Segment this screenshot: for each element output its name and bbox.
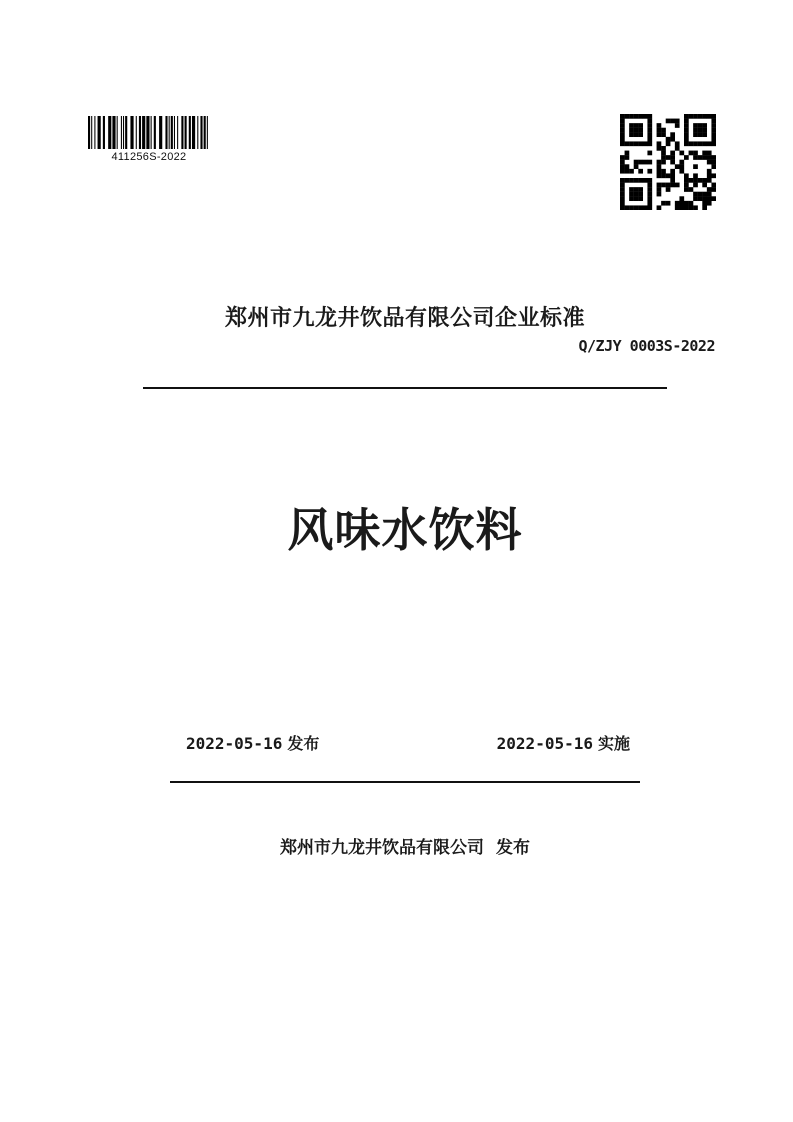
issuer-line xyxy=(143,833,667,858)
publish-date: 2022-05-16 xyxy=(186,734,283,753)
standard-number: Q/ZJY 0003S-2022 xyxy=(578,337,715,355)
company-standard-title: 郑州市九龙井饮品有限公司企业标准 xyxy=(224,305,585,330)
barcode-block xyxy=(88,116,210,163)
implement-label: 实施 xyxy=(597,736,630,753)
issuer-action-label: 发布 xyxy=(496,838,530,857)
barcode-text: 411256S-2022 xyxy=(111,151,187,163)
publish-date-line xyxy=(186,731,319,754)
barcode-icon xyxy=(88,116,210,149)
issuer-name: 郑州市九龙井饮品有限公司 xyxy=(280,838,484,857)
qr-code-icon xyxy=(620,114,716,210)
footer-divider-line xyxy=(170,781,640,783)
header-divider-line xyxy=(143,387,667,389)
publish-label: 发布 xyxy=(287,736,320,753)
document-title: 风味水饮料 xyxy=(287,504,523,556)
implement-date: 2022-05-16 xyxy=(496,734,593,753)
implement-date-line xyxy=(497,731,630,754)
